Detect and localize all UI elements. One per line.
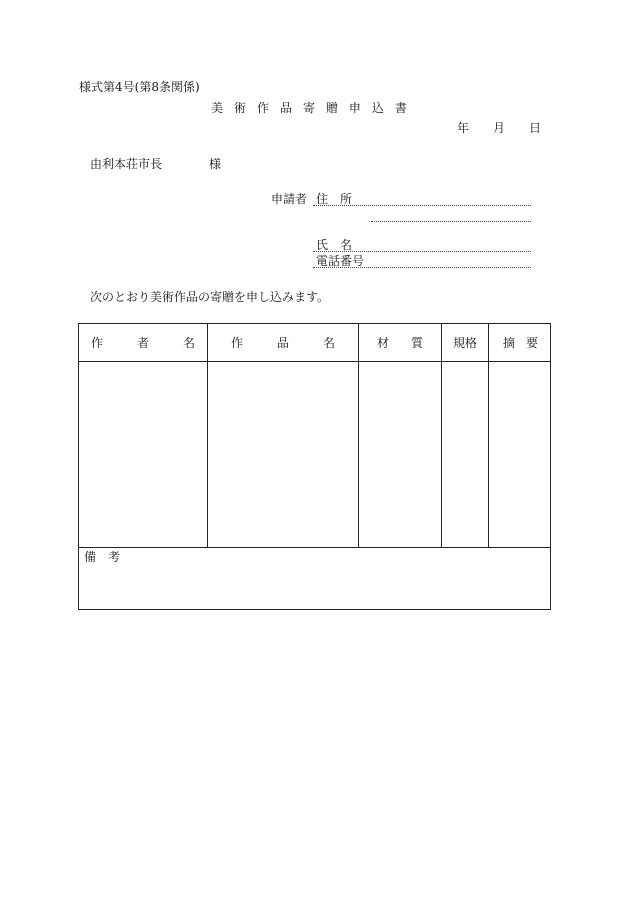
header-char: 名 <box>322 336 335 350</box>
header-char: 要 <box>525 336 538 350</box>
address-label <box>316 192 352 206</box>
address-line-1[interactable] <box>313 205 531 206</box>
artwork-table <box>78 323 551 610</box>
name-label-char: 名 <box>339 238 352 252</box>
title-char: 美 <box>211 101 224 115</box>
header-work <box>231 336 335 350</box>
cell-author[interactable] <box>79 362 207 547</box>
name-label-char: 氏 <box>316 238 329 252</box>
header-char: 名 <box>182 336 195 350</box>
address-line-2[interactable] <box>371 221 531 222</box>
header-summary <box>503 336 538 350</box>
form-number: 様式第4号(第8条関係) <box>79 80 200 94</box>
name-line[interactable] <box>313 251 531 252</box>
header-size-label: 規格 <box>453 336 478 350</box>
header-author <box>91 336 195 350</box>
header-char: 作 <box>91 336 104 350</box>
date-day-label: 日 <box>529 121 542 135</box>
cell-size[interactable] <box>442 362 488 547</box>
remarks-cell[interactable] <box>79 548 550 609</box>
remarks-label-char: 考 <box>107 550 120 564</box>
cell-summary[interactable] <box>489 362 550 547</box>
document-title <box>211 101 407 115</box>
remarks-label-char: 備 <box>84 550 97 564</box>
title-char: 申 <box>348 101 361 115</box>
header-char: 者 <box>136 336 149 350</box>
address-label-char: 住 <box>316 192 329 206</box>
addressee-honorific: 様 <box>209 157 222 171</box>
cell-material[interactable] <box>359 362 441 547</box>
header-size <box>453 336 477 350</box>
title-char: 込 <box>371 101 384 115</box>
date-year-label: 年 <box>457 121 470 135</box>
address-label-char: 所 <box>339 192 352 206</box>
addressee-name: 由利本荘市長 <box>90 157 163 171</box>
header-char: 摘 <box>503 336 516 350</box>
phone-label: 電話番号 <box>316 254 365 268</box>
title-char: 術 <box>233 101 246 115</box>
applicant-label: 申請者 <box>271 192 308 206</box>
title-char: 品 <box>279 101 292 115</box>
header-char: 作 <box>231 336 244 350</box>
header-char: 質 <box>410 336 423 350</box>
title-char: 贈 <box>325 101 338 115</box>
name-label <box>316 238 352 252</box>
title-char: 書 <box>394 101 407 115</box>
cell-work[interactable] <box>208 362 358 547</box>
title-char: 作 <box>256 101 269 115</box>
header-char: 品 <box>276 336 289 350</box>
phone-line[interactable] <box>313 267 531 268</box>
header-material <box>377 336 423 350</box>
header-char: 材 <box>377 336 390 350</box>
title-char: 寄 <box>302 101 315 115</box>
date-month-label: 月 <box>493 121 506 135</box>
intro-text: 次のとおり美術作品の寄贈を申し込みます。 <box>90 290 330 304</box>
